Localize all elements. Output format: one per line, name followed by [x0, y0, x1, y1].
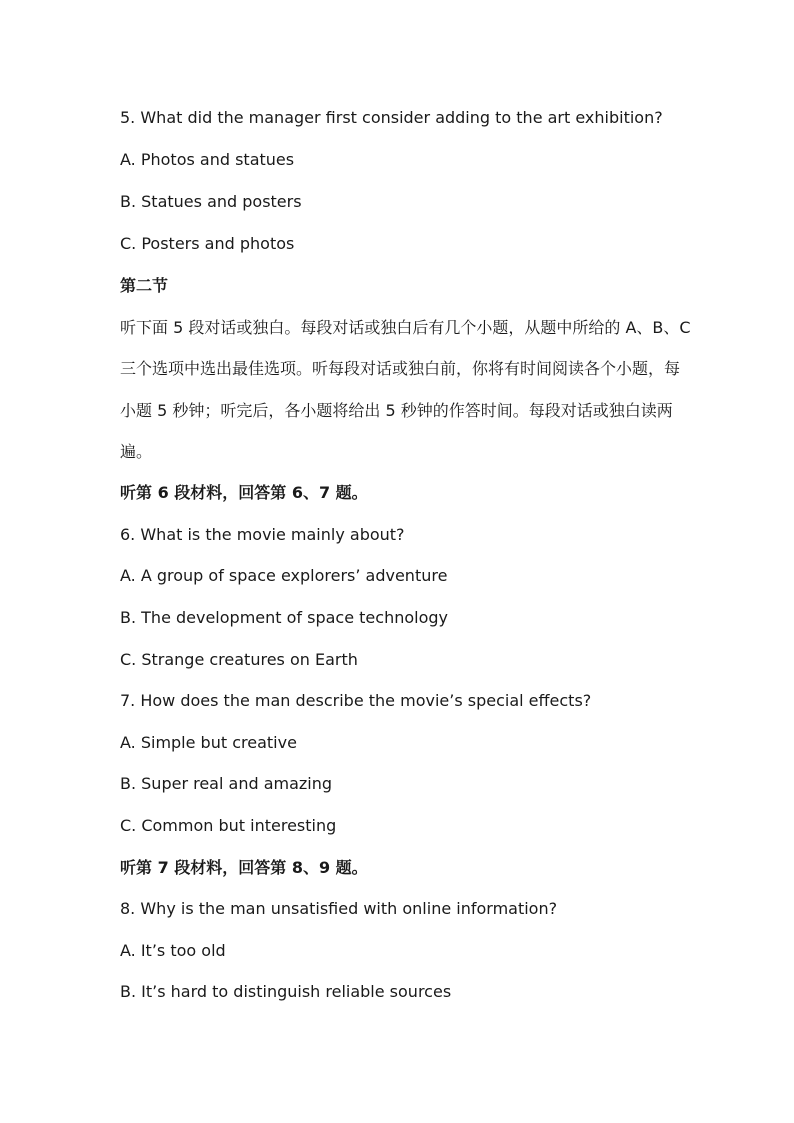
- option-8a: A. It’s too old: [120, 941, 226, 960]
- option-6c: C. Strange creatures on Earth: [120, 650, 358, 669]
- section-title: 第二节: [120, 276, 169, 295]
- question-5: 5. What did the manager first consider adding to the art exhibition?: [120, 108, 663, 127]
- group-7-heading: 听第 7 段材料，回答第 8、9 题。: [120, 858, 368, 877]
- option-5a: A. Photos and statues: [120, 150, 295, 169]
- option-7c: C. Common but interesting: [120, 816, 337, 835]
- question-6: 6. What is the movie mainly about?: [120, 525, 405, 544]
- group-6-heading: 听第 6 段材料，回答第 6、7 题。: [120, 483, 368, 502]
- question-8: 8. Why is the man unsatisfied with online information?: [120, 899, 558, 918]
- option-7a: A. Simple but creative: [120, 733, 297, 752]
- question-7: 7. How does the man describe the movie’s special effects?: [120, 691, 592, 710]
- instructions-line-2: 三个选项中选出最佳选项。听每段对话或独白前，你将有时间阅读各个小题，每: [120, 359, 681, 378]
- option-6b: B. The development of space technology: [120, 608, 448, 627]
- option-5c: C. Posters and photos: [120, 234, 295, 253]
- instructions-line-1: 听下面 5 段对话或独白。每段对话或独白后有几个小题，从题中所给的 A、B、C: [120, 318, 691, 337]
- instructions-line-4: 遍。: [120, 442, 153, 461]
- option-8b: B. It’s hard to distinguish reliable sources: [120, 982, 452, 1001]
- option-7b: B. Super real and amazing: [120, 774, 333, 793]
- option-5b: B. Statues and posters: [120, 192, 302, 211]
- instructions-line-3: 小题 5 秒钟；听完后，各小题将给出 5 秒钟的作答时间。每段对话或独白读两: [120, 401, 673, 420]
- option-6a: A. A group of space explorers’ adventure: [120, 566, 448, 585]
